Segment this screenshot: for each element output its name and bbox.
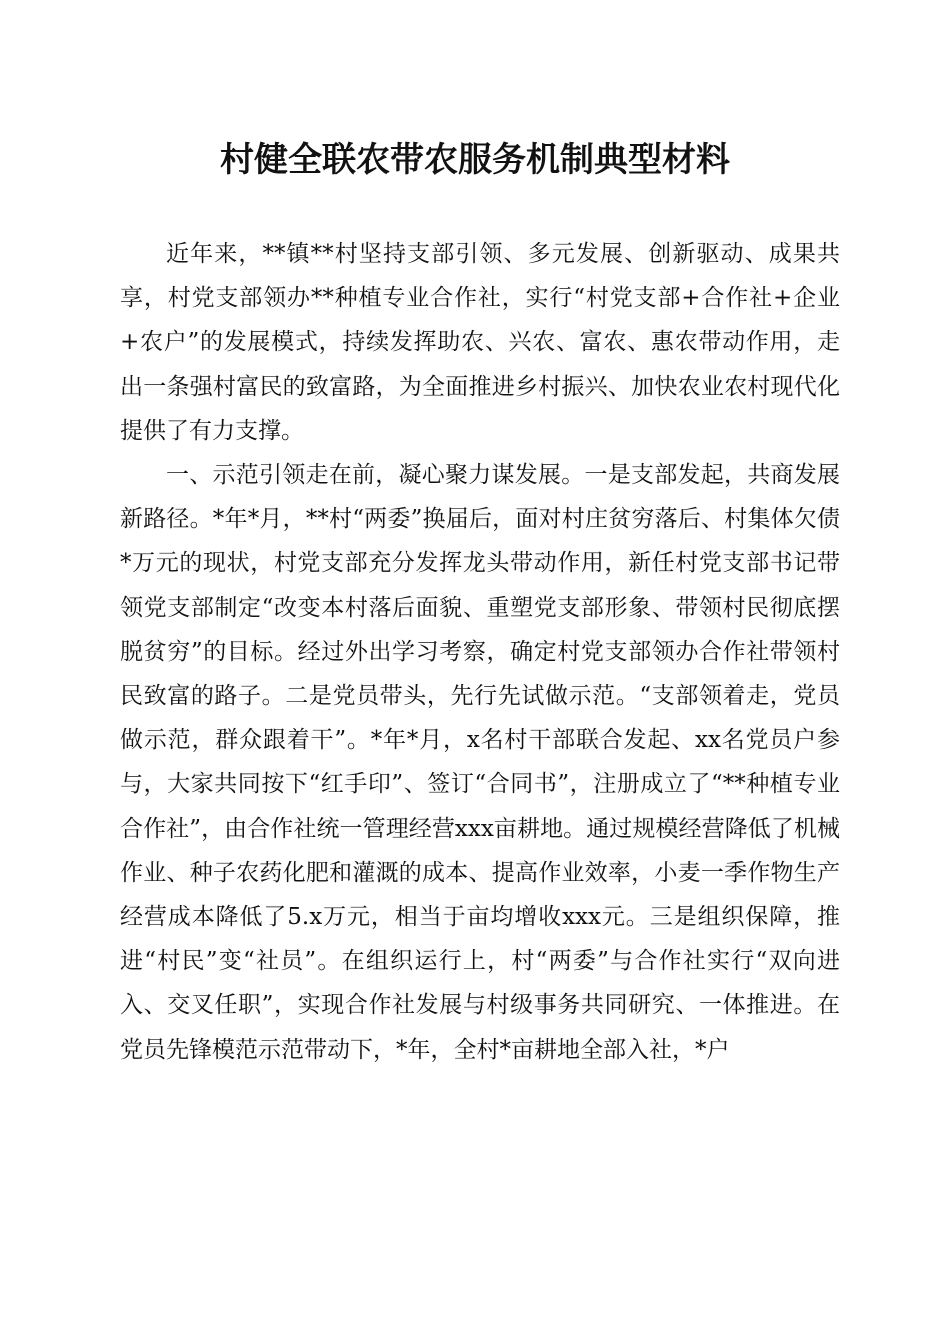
document-body <box>120 232 840 1072</box>
document-title: 村健全联农带农服务机制典型材料 <box>220 140 730 180</box>
section-one-text: 一是支部发起，共商发展新路径。*年*月，**村“两委”换届后，面对村庄贫穷落后、村集体欠债*万元的现状，村党支部充分发挥龙头带动作用，新任村党支部书记带领党支部制定“改变本村落后面貌、重塑党支部形象、带领村民彻底摆脱贫穷”的目标。经过外出学习考察，确定村党支部领办合作社带领村民致富的路子。二是党员带头，先行先试做示范。“支部领着走，党员做示范，群众跟着干”。*年*月，x名村干部联合发起、xx名党员户参与，大家共同按下“红手印”、签订“合同书”，注册成立了“**种植专业合作社”，由合作社统一管理经营xxx亩耕地。通过规模经营降低了机械作业、种子农药化肥和灌溉的成本、提高作业效率，小麦一季作物生产经营成本降低了5.x万元，相当于亩均增收xxx元。三是组织保障，推进“村民”变“社员”。在组织运行上，村“两委”与合作社实行“双向进入、交叉任职”，实现合作社发展与村级事务共同研究、一体推进。在党员先锋模范示范带动下，*年，全村*亩耕地全部入社，*户 <box>120 462 840 1063</box>
section-one-heading: 一、示范引领走在前，凝心聚力谋发展。 <box>166 462 585 489</box>
section-one-paragraph <box>120 453 840 1072</box>
intro-paragraph-text: 近年来，**镇**村坚持支部引领、多元发展、创新驱动、成果共享，村党支部领办**种植专业合作社，实行“村党支部+合作社+企业+农户”的发展模式，持续发挥助农、兴农、富农、惠农带动作用，走出一条强村富民的致富路，为全面推进乡村振兴、加快农业农村现代化提供了有力支撑。 <box>120 241 840 444</box>
intro-paragraph <box>120 232 840 453</box>
